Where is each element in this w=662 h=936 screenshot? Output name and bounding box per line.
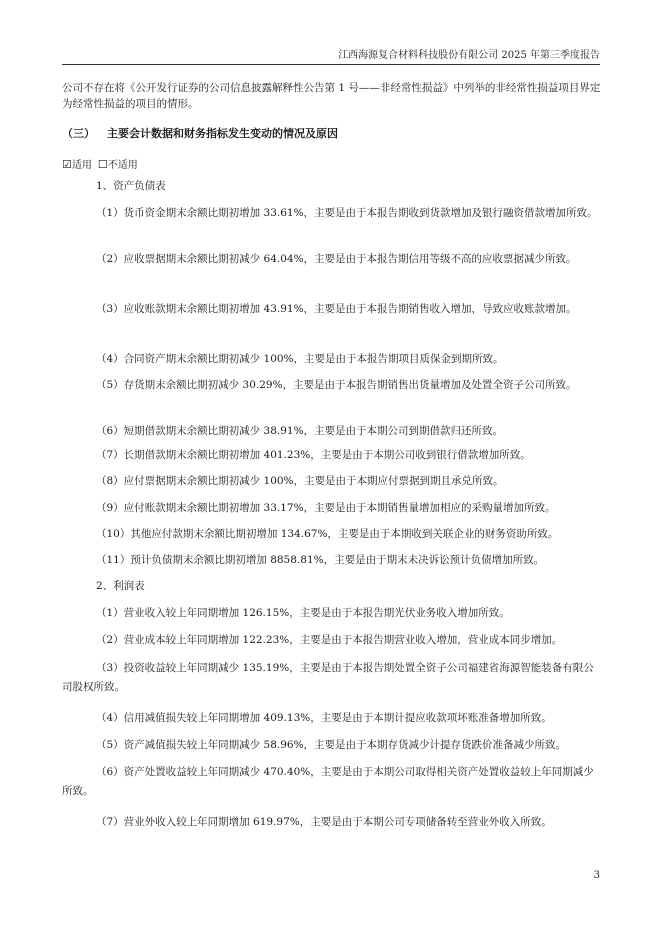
income-item-2: （2）营业成本较上年同期增加 122.23%，主要是由于本报告期营业收入增加，营业成本同步增加。 [96, 634, 563, 646]
page-header: 江西海源复合材料科技股份有限公司 2025 年第三季度报告 [62, 46, 600, 65]
applicable-label: 适用 [71, 160, 92, 171]
balance-item-5: （5）存货期末余额比期初减少 30.29%，主要是由于本报告期销售出货量增加及处置全资子公司所致。 [96, 379, 577, 391]
balance-item-3: （3）应收账款期末余额比期初增加 43.91%，主要是由于本报告期销售收入增加，导致应收账款增加。 [96, 303, 577, 315]
income-item-4: （4）信用减值损失较上年同期增加 409.13%，主要是由于本期计提应收款项坏账准备增加所致。 [96, 712, 552, 724]
balance-item-11: （11）预计负债期末余额比期初增加 8858.81%，主要是由于期末未决诉讼预计负债增加所致。 [96, 554, 545, 566]
balance-item-1: （1）货币资金期末余额比期初增加 33.61%，主要是由于本报告期收到货款增加及银行融资借款增加所致。 [96, 207, 598, 219]
income-statement-heading: 2、利润表 [96, 580, 145, 592]
not-applicable-label: 不适用 [107, 160, 138, 171]
balance-item-8: （8）应付票据期末余额比期初减少 100%，主要是由于本期应付票据到期且承兑所致。 [96, 475, 504, 487]
balance-item-9: （9）应付账款期末余额比期初增加 33.17%，主要是由于本期销售量增加相应的采购量增加所致。 [96, 502, 556, 514]
section-number: （三） [62, 127, 95, 140]
income-item-1: （1）营业收入较上年同期增加 126.15%，主要是由于本报告期光伏业务收入增加所致。 [96, 607, 510, 619]
balance-item-4: （4）合同资产期末余额比期初减少 100%，主要是由于本报告期项目质保金到期所致。 [96, 353, 504, 365]
balance-sheet-heading: 1、资产负债表 [96, 180, 166, 192]
income-item-5: （5）资产减值损失较上年同期减少 58.96%，主要是由于本期存货减少计提存货跌价准备减少所致。 [96, 739, 567, 751]
balance-item-6: （6）短期借款期末余额比期初减少 38.91%，主要是由于本期公司到期借款归还所致。 [96, 425, 504, 437]
balance-item-2: （2）应收票据期末余额比期初减少 64.04%，主要是由于本报告期信用等级不高的应收票据减少所致。 [96, 253, 577, 265]
applicable-options [62, 156, 138, 171]
income-item-7: （7）营业外收入较上年同期增加 619.97%，主要是由于本期公司专项储备转至营业外收入所致。 [96, 816, 552, 828]
income-item-3: （3）投资收益较上年同期减少 135.19%，主要是由于本报告期处置全资子公司福建省海源智能装备有限公司股权所致。 [62, 662, 594, 693]
section-title-text: 主要会计数据和财务指标发生变动的情况及原因 [107, 127, 338, 140]
section-title [62, 125, 338, 141]
intro-paragraph: 公司不存在将《公开发行证券的公司信息披露解释性公告第 1 号——非经常性损益》中列举的非经常性损益项目界定为经常性损益的项目的情形。 [62, 82, 601, 110]
income-item-6: （6）资产处置收益较上年同期减少 470.40%，主要是由于本期公司取得相关资产处置收益较上年同期减少所致。 [62, 766, 594, 797]
balance-item-7: （7）长期借款期末余额比期初增加 401.23%，主要是由于本期公司收到银行借款增加所致。 [96, 449, 531, 461]
balance-item-10: （10）其他应付款期末余额比期初增加 134.67%，主要是由于本期收到关联企业的财务资助所致。 [96, 528, 559, 540]
unchecked-box-icon: ☐ [97, 158, 108, 171]
page-number: 3 [593, 870, 600, 881]
checked-box-icon: ☑ [62, 158, 72, 171]
